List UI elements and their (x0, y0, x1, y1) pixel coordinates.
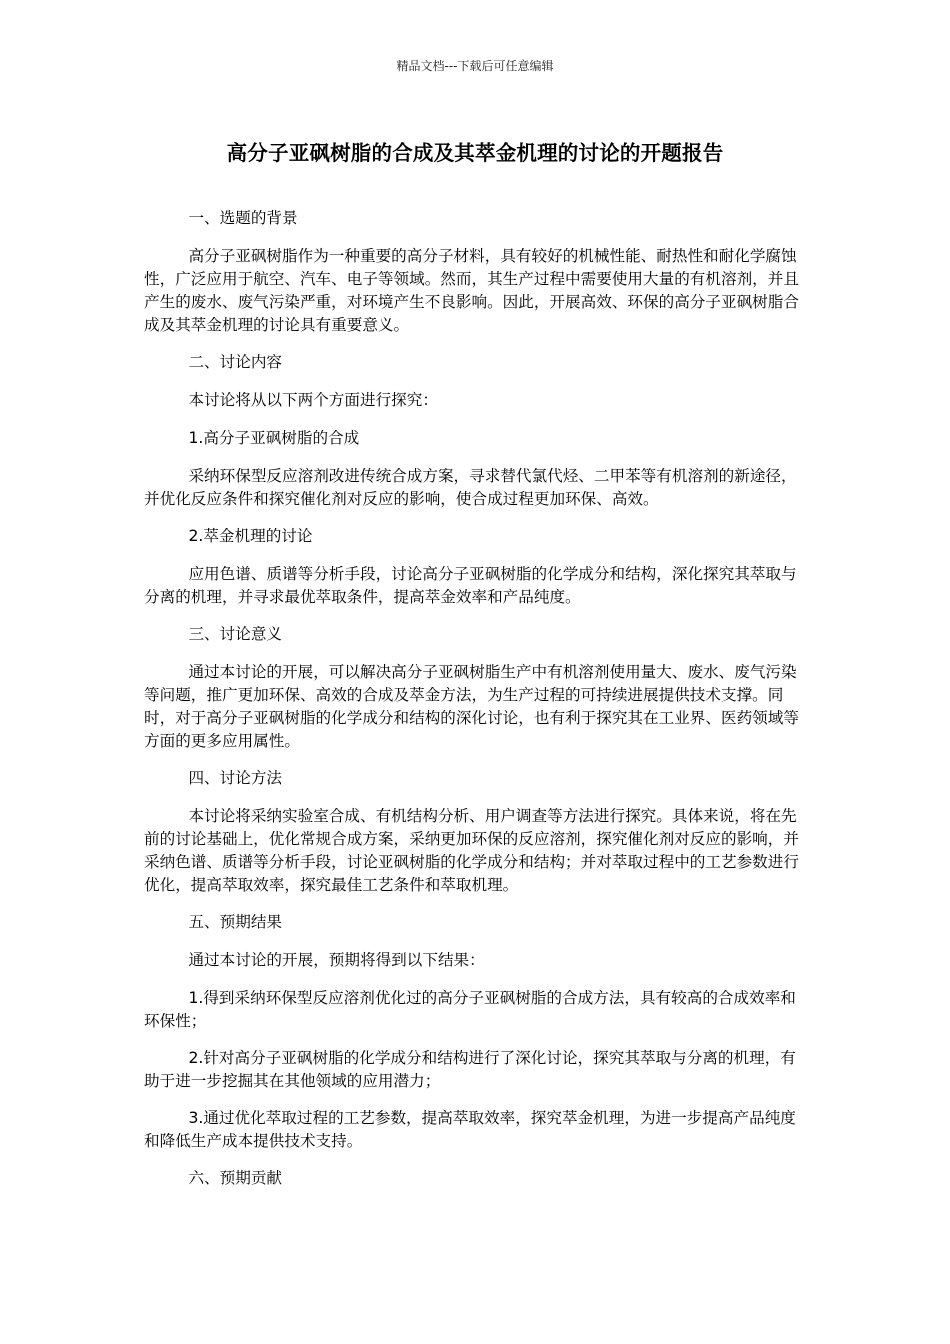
paragraph-significance: 通过本讨论的开展，可以解决高分子亚砜树脂生产中有机溶剂使用量大、废水、废气污染等问题，推广更加环保、高效的合成及萃金方法，为生产过程的可持续进展提供技术支撑。同时，对于高分子亚砜树脂的化学成分和结构的深化讨论，也有利于探究其在工业界、医药领域等方面的更多应用属性。 (144, 663, 799, 750)
paragraph-methods: 本讨论将采纳实验室合成、有机结构分析、用户调查等方法进行探究。具体来说，将在先前的讨论基础上，优化常规合成方案，采纳更加环保的反应溶剂，探究催化剂对反应的影响，并采纳色谱、质谱等分析手段，讨论亚砜树脂的化学成分和结构；并对萃取过程中的工艺参数进行优化，提高萃取效率，探究最佳工艺条件和萃取机理。 (144, 807, 799, 894)
document-title: 高分子亚砜树脂的合成及其萃金机理的讨论的开题报告 (226, 141, 724, 165)
subheading-mechanism: 2.萃金机理的讨论 (188, 527, 313, 545)
paragraph-result-2: 2.针对高分子亚砜树脂的化学成分和结构进行了深化讨论，探究其萃取与分离的机理，有助于进一步挖掘其在其他领域的应用潜力； (144, 1049, 796, 1090)
document-body (144, 207, 808, 1205)
section-heading-background: 一、选题的背景 (188, 209, 298, 227)
section-heading-significance: 三、讨论意义 (188, 625, 283, 643)
paragraph-synthesis: 采纳环保型反应溶剂改进传统合成方案，寻求替代氯代烃、二甲苯等有机溶剂的新途径，并优化反应条件和探究催化剂对反应的影响，使合成过程更加环保、高效。 (144, 467, 797, 508)
paragraph-mechanism: 应用色谱、质谱等分析手段，讨论高分子亚砜树脂的化学成分和结构，深化探究其萃取与分离的机理，并寻求最优萃取条件，提高萃金效率和产品纯度。 (144, 565, 797, 606)
paragraph-results-intro: 通过本讨论的开展，预期将得到以下结果： (188, 951, 485, 969)
subheading-synthesis: 1.高分子亚砜树脂的合成 (188, 429, 360, 447)
section-heading-expected-results: 五、预期结果 (188, 913, 283, 931)
section-heading-content: 二、讨论内容 (188, 353, 283, 371)
paragraph-content-intro: 本讨论将从以下两个方面进行探究： (188, 391, 438, 409)
section-heading-contribution: 六、预期贡献 (188, 1169, 283, 1187)
paragraph-result-1: 1.得到采纳环保型反应溶剂优化过的高分子亚砜树脂的合成方法，具有较高的合成效率和环保性； (144, 989, 796, 1030)
paragraph-background: 高分子亚砜树脂作为一种重要的高分子材料，具有较好的机械性能、耐热性和耐化学腐蚀性，广泛应用于航空、汽车、电子等领域。然而，其生产过程中需要使用大量的有机溶剂，并且产生的废水、废气污染严重，对环境产生不良影响。因此，开展高效、环保的高分子亚砜树脂合成及其萃金机理的讨论具有重要意义。 (144, 247, 799, 334)
paragraph-result-3: 3.通过优化萃取过程的工艺参数，提高萃取效率，探究萃金机理，为进一步提高产品纯度和降低生产成本提供技术支持。 (144, 1109, 796, 1150)
page-header-watermark: 精品文档---下载后可任意编辑 (396, 59, 554, 73)
section-heading-methods: 四、讨论方法 (188, 769, 283, 787)
